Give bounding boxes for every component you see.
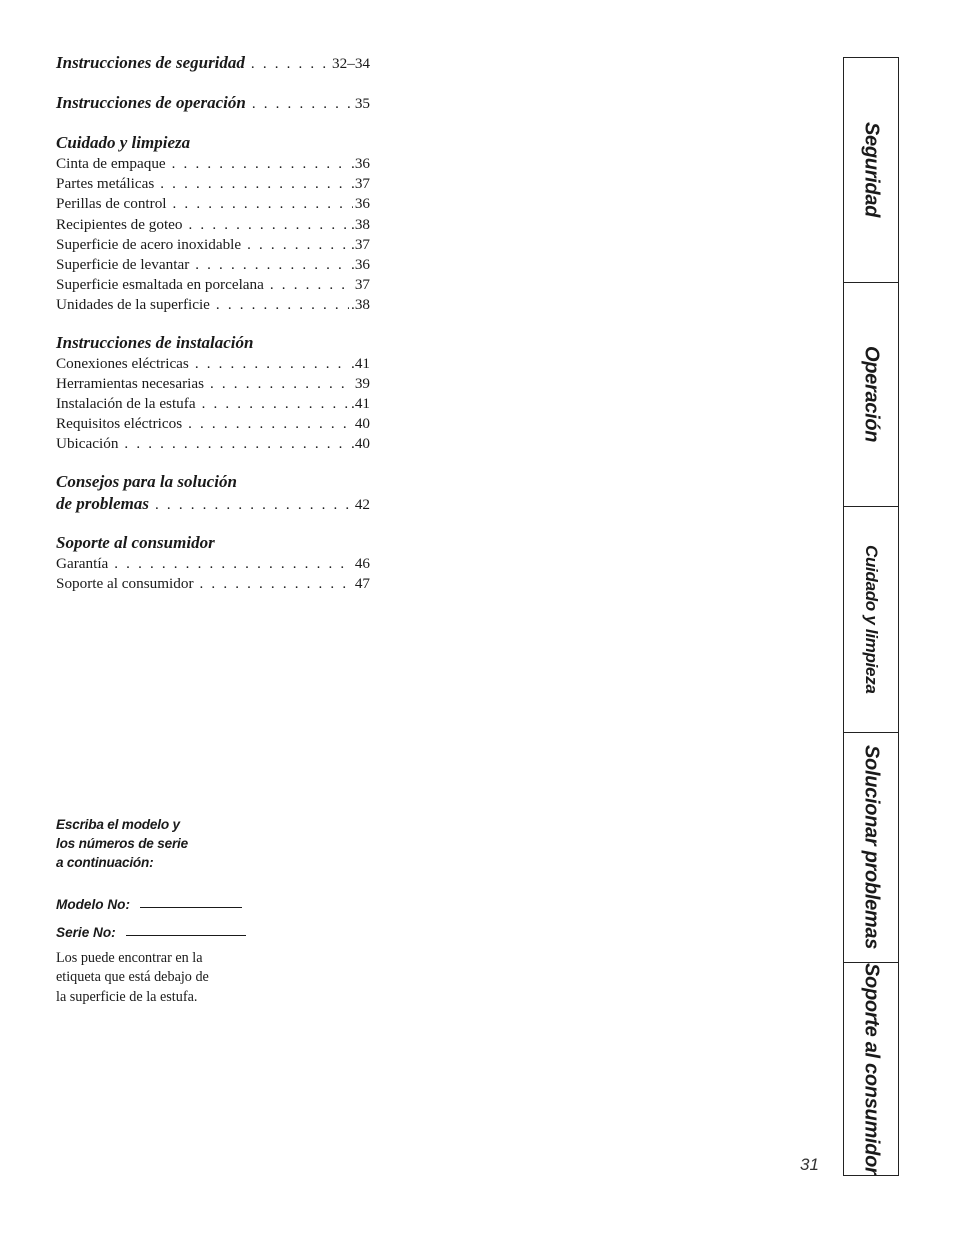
serial-number-label: Serie No: bbox=[56, 925, 116, 940]
dot-leader bbox=[216, 295, 349, 315]
dot-leader bbox=[172, 154, 349, 174]
toc-heading: Instrucciones de operación bbox=[56, 93, 246, 112]
dot-leader bbox=[114, 554, 353, 574]
toc-entry[interactable] bbox=[56, 92, 370, 115]
toc-label: Soporte al consumidor bbox=[56, 574, 194, 592]
toc-entry[interactable] bbox=[56, 434, 370, 454]
toc-page-number: 39 bbox=[354, 374, 370, 392]
dot-leader bbox=[173, 194, 353, 214]
toc-label: Superficie de acero inoxidable bbox=[56, 235, 242, 253]
dot-leader bbox=[202, 394, 349, 414]
toc-section-operacion bbox=[56, 92, 370, 115]
tab-label: Cuidado y limpieza bbox=[862, 545, 881, 694]
toc-heading: Instrucciones de seguridad bbox=[56, 53, 245, 72]
toc-page-number: .41 bbox=[351, 354, 370, 372]
toc-label: Partes metálicas bbox=[56, 175, 155, 193]
toc-section-seguridad bbox=[56, 52, 370, 75]
toc-entry[interactable] bbox=[56, 394, 370, 414]
table-of-contents bbox=[56, 52, 370, 610]
toc-entry[interactable] bbox=[56, 215, 370, 235]
section-tabs bbox=[843, 57, 899, 1176]
toc-section-problemas bbox=[56, 471, 370, 516]
dot-leader bbox=[160, 174, 349, 194]
toc-page-number: 42 bbox=[354, 495, 370, 513]
dot-leader bbox=[252, 93, 353, 115]
tab-solucionar-problemas[interactable] bbox=[844, 732, 898, 962]
toc-entry[interactable] bbox=[56, 295, 370, 315]
toc-entry[interactable] bbox=[56, 574, 370, 594]
record-instruction bbox=[56, 815, 296, 872]
model-number-field[interactable] bbox=[56, 892, 296, 912]
record-note bbox=[56, 949, 296, 1007]
toc-heading: Instrucciones de instalación bbox=[56, 332, 254, 352]
toc-page-number: .40 bbox=[351, 435, 370, 453]
toc-label: Superficie de levantar bbox=[56, 256, 190, 274]
toc-label: Unidades de la superficie bbox=[56, 296, 210, 314]
toc-entry[interactable] bbox=[56, 154, 370, 174]
dot-leader bbox=[210, 374, 353, 394]
toc-heading-continued: de problemas bbox=[56, 493, 150, 513]
toc-page-number: 47 bbox=[354, 574, 370, 592]
toc-page-number: 40 bbox=[354, 415, 370, 433]
toc-label: Recipientes de goteo bbox=[56, 215, 183, 233]
dot-leader bbox=[189, 215, 349, 235]
record-note-line: la superficie de la estufa. bbox=[56, 988, 198, 1005]
toc-page-number: .37 bbox=[351, 175, 370, 193]
toc-page-number: 37 bbox=[354, 276, 370, 294]
toc-page-number: 36 bbox=[354, 195, 370, 213]
toc-entry[interactable] bbox=[56, 374, 370, 394]
toc-page-number: .37 bbox=[351, 235, 370, 253]
dot-leader bbox=[200, 574, 353, 594]
dot-leader bbox=[195, 255, 349, 275]
dot-leader bbox=[124, 434, 349, 454]
toc-page-number: .38 bbox=[351, 215, 370, 233]
serial-number-blank[interactable] bbox=[126, 934, 246, 936]
toc-label: Ubicación bbox=[56, 435, 119, 453]
toc-page-number: 46 bbox=[354, 554, 370, 572]
toc-page-number: .36 bbox=[351, 155, 370, 172]
toc-entry[interactable] bbox=[56, 554, 370, 574]
dot-leader bbox=[195, 354, 349, 374]
serial-number-field[interactable] bbox=[56, 920, 296, 940]
tab-label: Seguridad bbox=[860, 122, 883, 218]
record-instruction-line: los números de serie bbox=[56, 836, 188, 851]
toc-label: Perillas de control bbox=[56, 195, 167, 213]
toc-entry[interactable] bbox=[56, 194, 370, 214]
model-number-label: Modelo No: bbox=[56, 897, 130, 912]
toc-entry[interactable] bbox=[56, 414, 370, 434]
toc-entry[interactable] bbox=[56, 174, 370, 194]
toc-section-soporte bbox=[56, 532, 370, 594]
tab-label: Soporte al consumidor bbox=[860, 963, 883, 1175]
tab-label: Solucionar problemas bbox=[860, 745, 883, 950]
dot-leader bbox=[251, 53, 330, 75]
toc-heading: Cuidado y limpieza bbox=[56, 133, 191, 152]
tab-seguridad[interactable] bbox=[844, 57, 898, 282]
dot-leader bbox=[188, 414, 353, 434]
dot-leader bbox=[247, 235, 349, 255]
toc-section-instalacion bbox=[56, 332, 370, 455]
toc-page-number: .36 bbox=[351, 256, 370, 274]
toc-label: Garantía bbox=[56, 554, 109, 572]
toc-heading: Soporte al consumidor bbox=[56, 532, 215, 552]
record-instruction-line: a continuación: bbox=[56, 855, 154, 870]
toc-label: Superficie esmaltada en porcelana bbox=[56, 276, 264, 294]
dot-leader bbox=[270, 275, 353, 295]
record-note-line: etiqueta que está debajo de bbox=[56, 969, 209, 986]
toc-entry[interactable] bbox=[56, 255, 370, 275]
toc-entry[interactable] bbox=[56, 275, 370, 295]
toc-entry[interactable] bbox=[56, 493, 370, 516]
toc-page-number: .41 bbox=[351, 395, 370, 413]
toc-heading: Consejos para la solución bbox=[56, 471, 237, 491]
dot-leader bbox=[155, 494, 353, 516]
tab-operacion[interactable] bbox=[844, 282, 898, 506]
tab-soporte-al-consumidor[interactable] bbox=[844, 962, 898, 1175]
record-instruction-line: Escriba el modelo y bbox=[56, 817, 180, 832]
tab-label: Operación bbox=[860, 346, 883, 443]
toc-label: Conexiones eléctricas bbox=[56, 354, 189, 372]
toc-entry[interactable] bbox=[56, 354, 370, 374]
record-note-line: Los puede encontrar en la bbox=[56, 950, 203, 966]
model-number-blank[interactable] bbox=[140, 906, 242, 908]
toc-label: Cinta de empaque bbox=[56, 155, 166, 172]
tab-cuidado-y-limpieza[interactable] bbox=[844, 506, 898, 732]
toc-label: Instalación de la estufa bbox=[56, 395, 196, 413]
toc-page-number: 35 bbox=[354, 95, 370, 112]
page-number: 31 bbox=[800, 1155, 819, 1174]
toc-section-cuidado bbox=[56, 132, 370, 316]
toc-page-number: .38 bbox=[351, 296, 370, 314]
model-serial-record bbox=[56, 815, 296, 1007]
toc-entry[interactable] bbox=[56, 235, 370, 255]
toc-page-number: 32–34 bbox=[332, 55, 370, 72]
toc-label: Requisitos eléctricos bbox=[56, 415, 183, 433]
toc-label: Herramientas necesarias bbox=[56, 374, 204, 392]
toc-entry[interactable] bbox=[56, 52, 370, 75]
